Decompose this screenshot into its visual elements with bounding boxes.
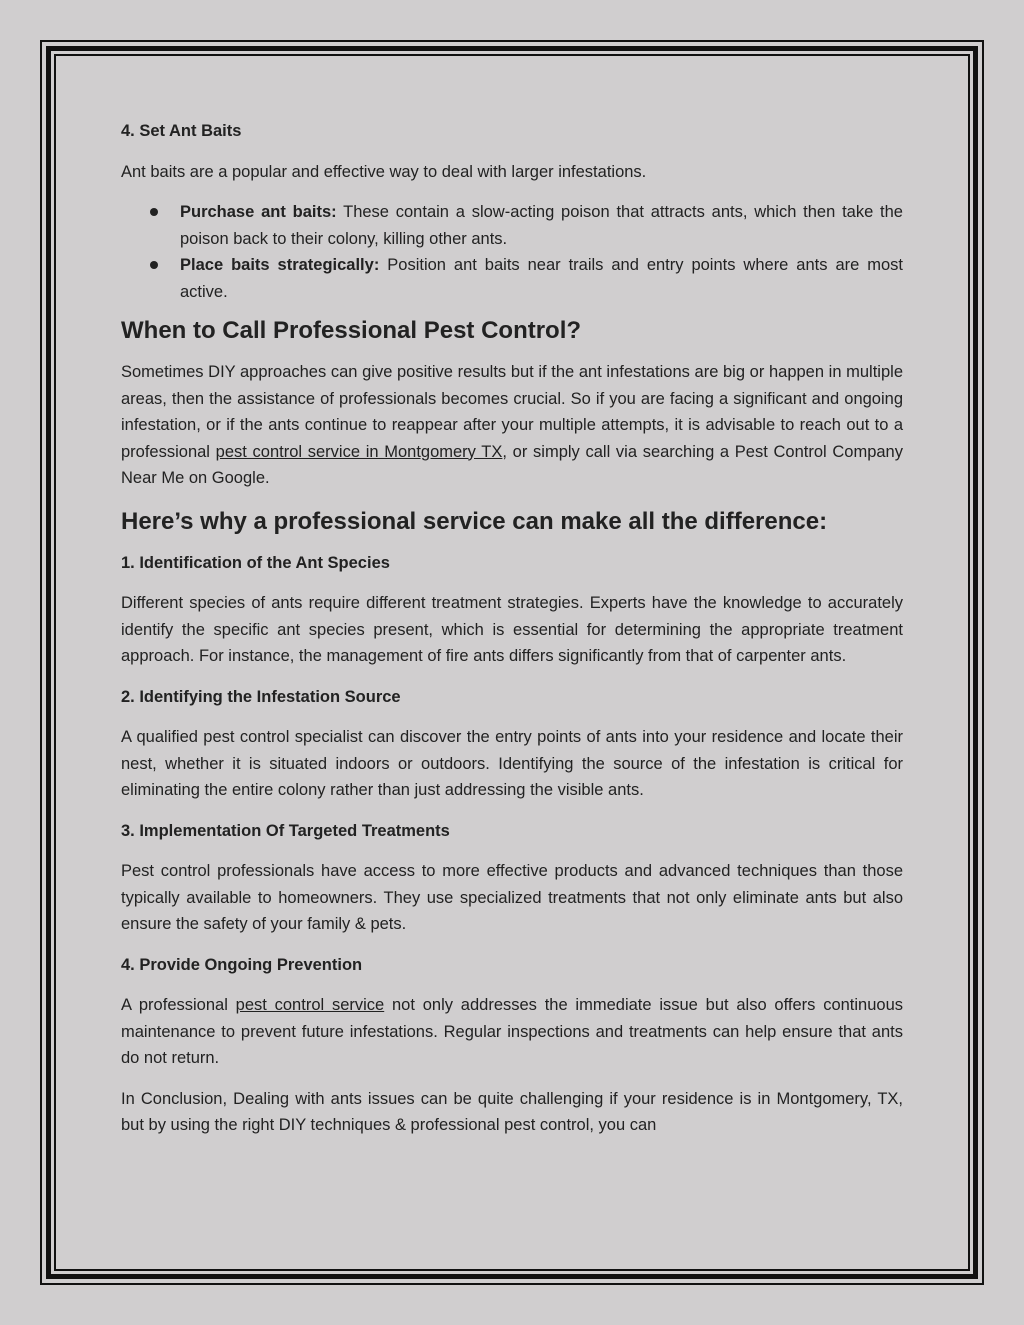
bullet-icon [150,208,158,216]
section-heading-set-ant-baits: 4. Set Ant Baits [121,122,242,140]
list-item-text: These contain a slow-acting poison that attracts ants, which then take the poison back to their colony, killing other ants. [180,203,903,248]
list-item-label: Place baits strategically: [180,256,380,274]
paragraph-text: , or simply call via searching a Pest Control Company Near Me on Google. [121,442,903,487]
list-item [121,252,903,305]
paragraph-text: not only addresses the immediate issue but also offers continuous maintenance to prevent future infestations. Regular inspections and treatments can help ensure that ants do not return. [121,996,903,1067]
link-pest-control-montgomery[interactable]: pest control service in Montgomery TX [215,442,503,461]
subheading-identification: 1. Identification of the Ant Species [121,553,390,572]
list-item-text: Position ant baits near trails and entry points where ants are most active. [180,256,903,301]
link-pest-control-service[interactable]: pest control service [235,996,385,1014]
paragraph-text: A professional [121,996,236,1014]
list-item-label: Purchase ant baits: [180,203,337,221]
heading-when-to-call: When to Call Professional Pest Control? [121,317,582,344]
subheading-ongoing-prevention: 4. Provide Ongoing Prevention [121,955,363,974]
subheading-infestation-source: 2. Identifying the Infestation Source [121,687,401,706]
paragraph-infestation-source: A qualified pest control specialist can discover the entry points of ants into your residence and locate their nest, whether it is situated indoors or outdoors. Identifying the source of the infestation is critical for eliminating the entire colony rather than just addressing the visible ants. [121,728,903,799]
subheading-targeted-treatments: 3. Implementation Of Targeted Treatments [121,821,450,840]
document-body [121,118,903,1153]
paragraph-identification: Different species of ants require different treatment strategies. Experts have the knowledge to accurately identify the specific ant species present, which is essential for determining the appropriate treatment approach. For instance, the management of fire ants differs significantly from that of carpenter ants. [121,594,903,665]
paragraph-conclusion: In Conclusion, Dealing with ants issues can be quite challenging if your residence is in Montgomery, TX, but by using the right DIY techniques & professional pest control, you can [121,1089,903,1134]
paragraph-ongoing-prevention [121,992,903,1072]
heading-why-professional: Here’s why a professional service can make all the difference: [121,507,828,535]
bullet-list [121,199,903,305]
paragraph-when-to-call [121,359,903,492]
paragraph-text: Sometimes DIY approaches can give positive results but if the ant infestations are big or happen in multiple areas, then the assistance of professionals becomes crucial. So if you are facing a significant and ongoing infestation, or if the ants continue to reappear after your multiple attempts, it is advisable to reach out to a professional [121,363,903,461]
paragraph-targeted-treatments: Pest control professionals have access to more effective products and advanced techniques than those typically available to homeowners. They use specialized treatments that not only eliminate ants but also ensure the safety of your family & pets. [121,862,903,933]
bullet-icon [150,261,158,269]
list-item [121,199,903,252]
paragraph-ant-baits-intro: Ant baits are a popular and effective way to deal with larger infestations. [121,162,647,181]
